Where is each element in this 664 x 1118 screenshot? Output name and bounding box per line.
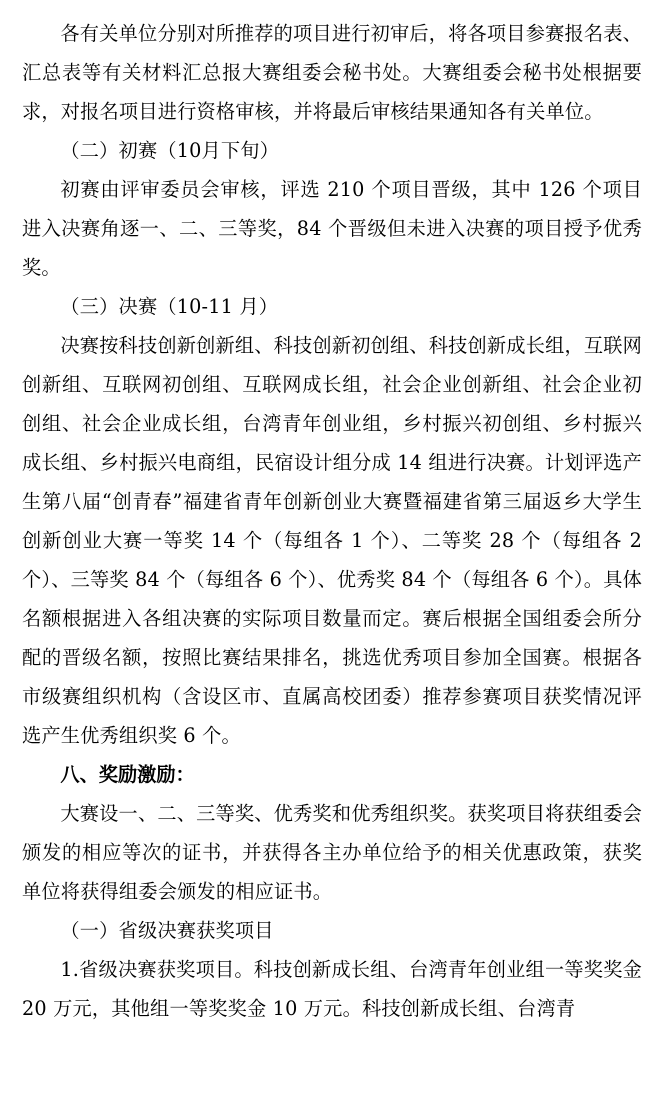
paragraph-provincial-award-detail: 1.省级决赛获奖项目。科技创新成长组、台湾青年创业组一等奖奖金 20 万元，其他组一等奖奖金 10 万元。科技创新成长组、台湾青 <box>22 958 649 1020</box>
paragraph-final-contest: 决赛按科技创新创新组、科技创新初创组、科技创新成长组，互联网创新组、互联网初创组、互联网成长组，社会企业创新组、社会企业初创组、社会企业成长组，台湾青年创业组，乡村振兴初创组、乡村振兴成长组、乡村振兴电商组，民宿设计组分成 14 组进行决赛。计划评选产生第八届“创青春”福建省青年创新创业大赛暨福建省第三届返乡大学生创新创业大赛一等奖 14 个（每组各 1 个）、二等奖 28 个（每组各 2 个）、三等奖 84 个（每组各 6 个）、优秀奖 84 个（每组各 6 个）。具体名额根据进入各组决赛的实际项目数量而定。赛后根据全国组委会所分配的晋级名额，按照比赛结果排名，挑选优秀项目参加全国赛。根据各市级赛组织机构（含设区市、直属高校团委）推荐参赛项目获奖情况评选产生优秀组织奖 6 个。 <box>22 334 649 747</box>
paragraph-subsection-one-title: （一）省级决赛获奖项目 <box>60 919 274 942</box>
paragraph-section-three-title: （三）决赛（10-11 月） <box>60 295 279 318</box>
paragraph-section-two-title: （二）初赛（10月下旬） <box>60 139 280 162</box>
paragraph-award-overview: 大赛设一、二、三等奖、优秀奖和优秀组织奖。获奖项目将获组委会颁发的相应等次的证书，并获得各主办单位给予的相关优惠政策，获奖单位将获得组委会颁发的相应证书。 <box>22 802 643 903</box>
paragraph-preliminary-contest: 初赛由评审委员会审核，评选 210 个项目晋级，其中 126 个项目进入决赛角逐一、二、三等奖，84 个晋级但未进入决赛的项目授予优秀奖。 <box>22 178 642 279</box>
paragraph-preliminary-review: 各有关单位分别对所推荐的项目进行初审后，将各项目参赛报名表、汇总表等有关材料汇总报大赛组委会秘书处。大赛组委会秘书处根据要求，对报名项目进行资格审核，并将最后审核结果通知各有关单位。 <box>22 22 643 123</box>
heading-section-eight: 八、奖励激励： <box>60 763 195 786</box>
